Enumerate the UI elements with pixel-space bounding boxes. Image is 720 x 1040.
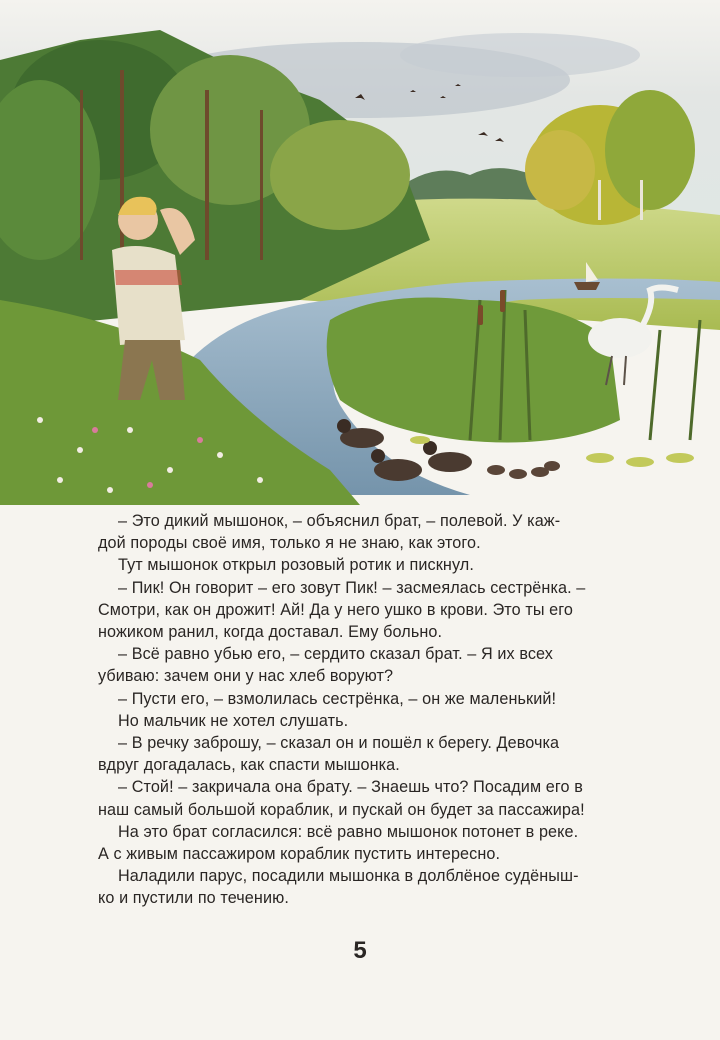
- text-line: – Пик! Он говорит – его зовут Пик! – засмеялась сестрёнка. –: [118, 578, 586, 597]
- cloud: [400, 33, 640, 77]
- text-line: – Всё равно убью его, – сердито сказал брат. – Я их всех: [118, 645, 553, 664]
- text-line: ножиком ранил, когда доставал. Ему больно.: [98, 623, 443, 642]
- text-line: А с живым пассажиром кораблик пустить интересно.: [98, 845, 501, 864]
- text-line: дой породы своё имя, только я не знаю, как этого.: [98, 534, 481, 553]
- text-line: Наладили парус, посадили мышонка в долблёное судёныш-: [118, 867, 579, 886]
- text-line: – Стой! – закричала она брату. – Знаешь что? Посадим его в: [118, 778, 583, 797]
- text-line: На это брат согласился: всё равно мышонок потонет в реке.: [118, 822, 579, 841]
- page-number: 5: [353, 937, 367, 964]
- cattail: [500, 290, 505, 312]
- text-line: Смотри, как он дрожит! Ай! Да у него ушко в крови. Это ты его: [98, 600, 574, 619]
- text-line: – Пусти его, – взмолилась сестрёнка, – он же маленький!: [118, 689, 557, 708]
- text-line: Тут мышонок открыл розовый ротик и пискнул.: [118, 556, 474, 575]
- text-line: – Это дикий мышонок, – объяснил брат, – полевой. У каж-: [118, 512, 561, 530]
- text-line: – В речку заброшу, – сказал он и пошёл к берегу. Девочка: [118, 734, 560, 753]
- cattail: [478, 305, 483, 325]
- text-line: наш самый большой кораблик, и пускай он будет за пассажира!: [98, 800, 585, 819]
- text-line: Но мальчик не хотел слушать.: [118, 711, 349, 730]
- story-text: [98, 510, 618, 910]
- text-line: убиваю: зачем они у нас хлеб воруют?: [98, 667, 394, 686]
- text-line: ко и пустили по течению.: [98, 889, 289, 908]
- river-meadow-illustration: [0, 0, 720, 515]
- text-line: вдруг догадалась, как спасти мышонка.: [98, 756, 400, 775]
